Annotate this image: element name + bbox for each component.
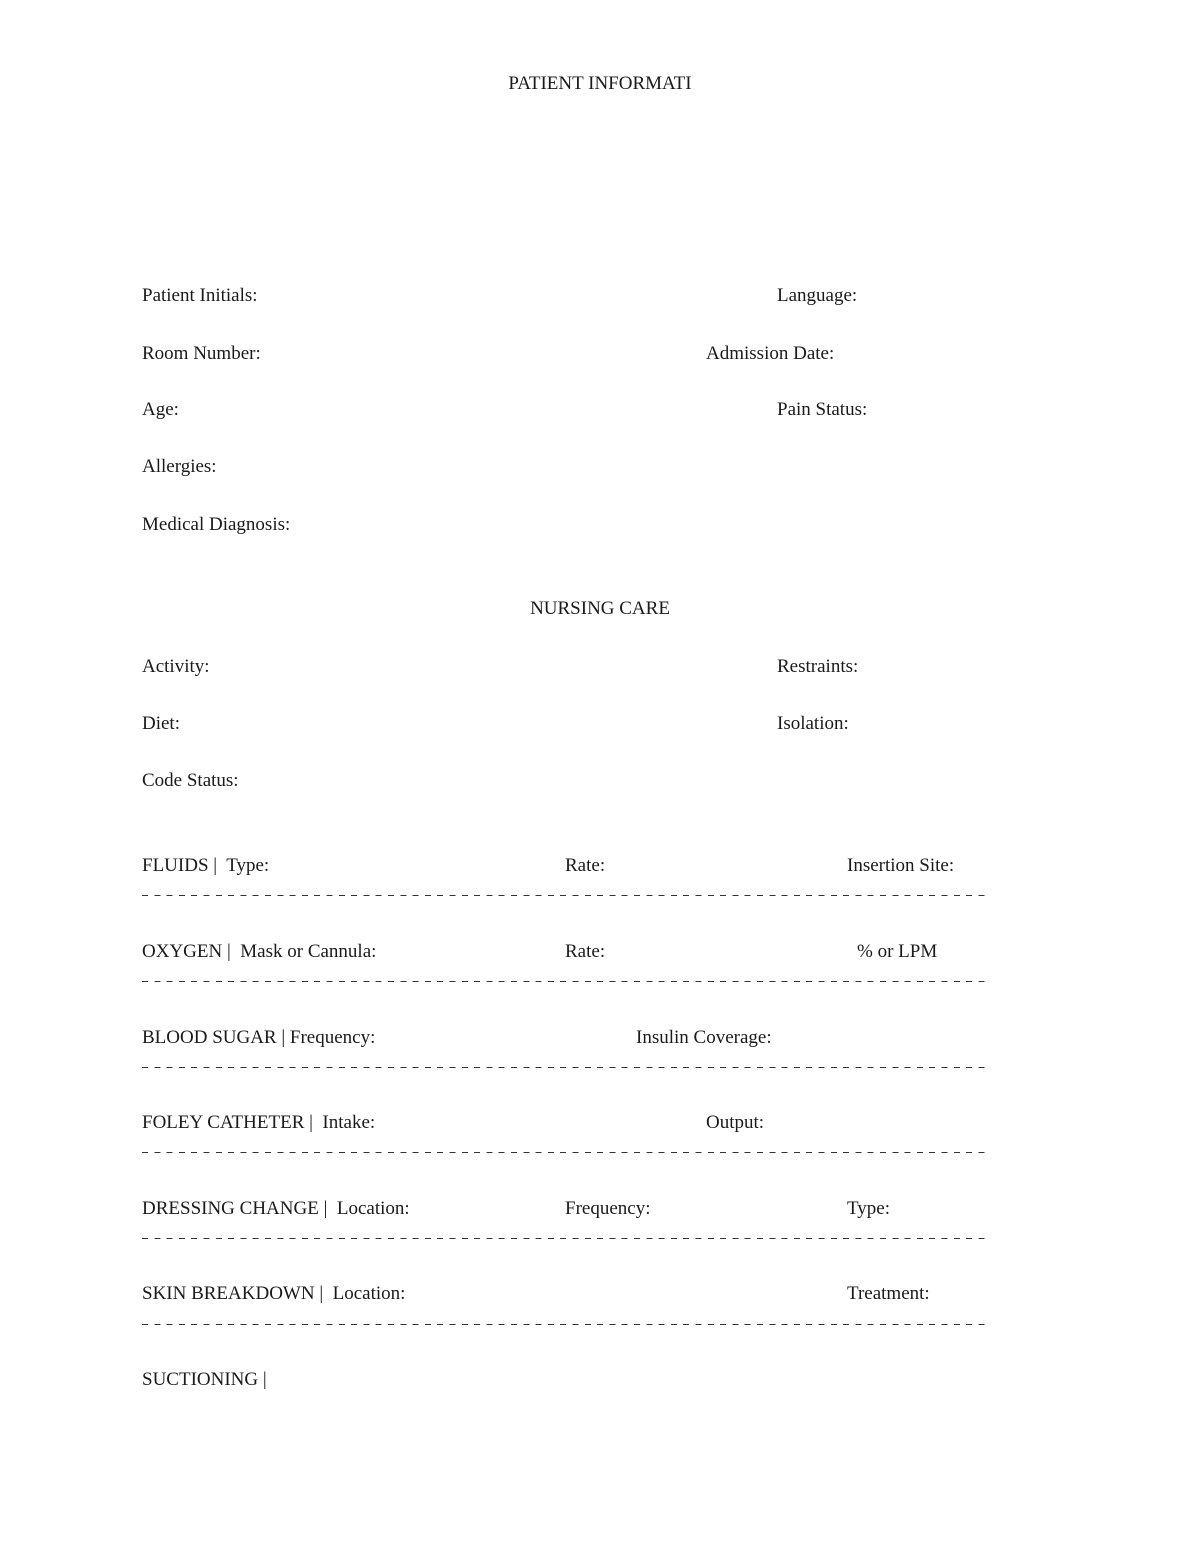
diet-label: Diet: <box>142 713 180 734</box>
allergies-label: Allergies: <box>142 456 217 477</box>
pain-status-label: Pain Status: <box>777 399 868 420</box>
language-label: Language: <box>777 285 858 306</box>
blood-sugar-frequency-label: BLOOD SUGAR | Frequency: <box>142 1027 376 1048</box>
oxygen-mask-label: OXYGEN | Mask or Cannula: <box>142 941 377 962</box>
age-label: Age: <box>142 399 179 420</box>
dressing-type-label: Type: <box>847 1198 890 1219</box>
foley-output-label: Output: <box>706 1112 765 1133</box>
insulin-coverage-label: Insulin Coverage: <box>636 1027 772 1048</box>
restraints-label: Restraints: <box>777 656 859 677</box>
admission-date-label: Admission Date: <box>706 343 835 364</box>
dressing-divider <box>142 1238 990 1239</box>
dressing-location-label: DRESSING CHANGE | Location: <box>142 1198 410 1219</box>
page-title: PATIENT INFORMATI <box>508 73 692 94</box>
room-number-label: Room Number: <box>142 343 261 364</box>
fluids-rate-label: Rate: <box>565 855 606 876</box>
suctioning-label: SUCTIONING | <box>142 1369 267 1390</box>
oxygen-divider <box>142 981 990 982</box>
foley-divider <box>142 1152 990 1153</box>
skin-breakdown-divider <box>142 1324 990 1325</box>
dressing-frequency-label: Frequency: <box>565 1198 651 1219</box>
patient-initials-label: Patient Initials: <box>142 285 258 306</box>
fluids-type-label: FLUIDS | Type: <box>142 855 270 876</box>
oxygen-unit-label: % or LPM <box>857 941 938 962</box>
code-status-label: Code Status: <box>142 770 239 791</box>
isolation-label: Isolation: <box>777 713 849 734</box>
fluids-divider <box>142 895 990 896</box>
blood-sugar-divider <box>142 1067 990 1068</box>
activity-label: Activity: <box>142 656 210 677</box>
skin-breakdown-location-label: SKIN BREAKDOWN | Location: <box>142 1283 406 1304</box>
foley-intake-label: FOLEY CATHETER | Intake: <box>142 1112 376 1133</box>
oxygen-rate-label: Rate: <box>565 941 606 962</box>
skin-treatment-label: Treatment: <box>847 1283 930 1304</box>
fluids-insertion-site-label: Insertion Site: <box>847 855 955 876</box>
medical-diagnosis-label: Medical Diagnosis: <box>142 514 291 535</box>
nursing-care-heading: NURSING CARE <box>530 598 670 619</box>
